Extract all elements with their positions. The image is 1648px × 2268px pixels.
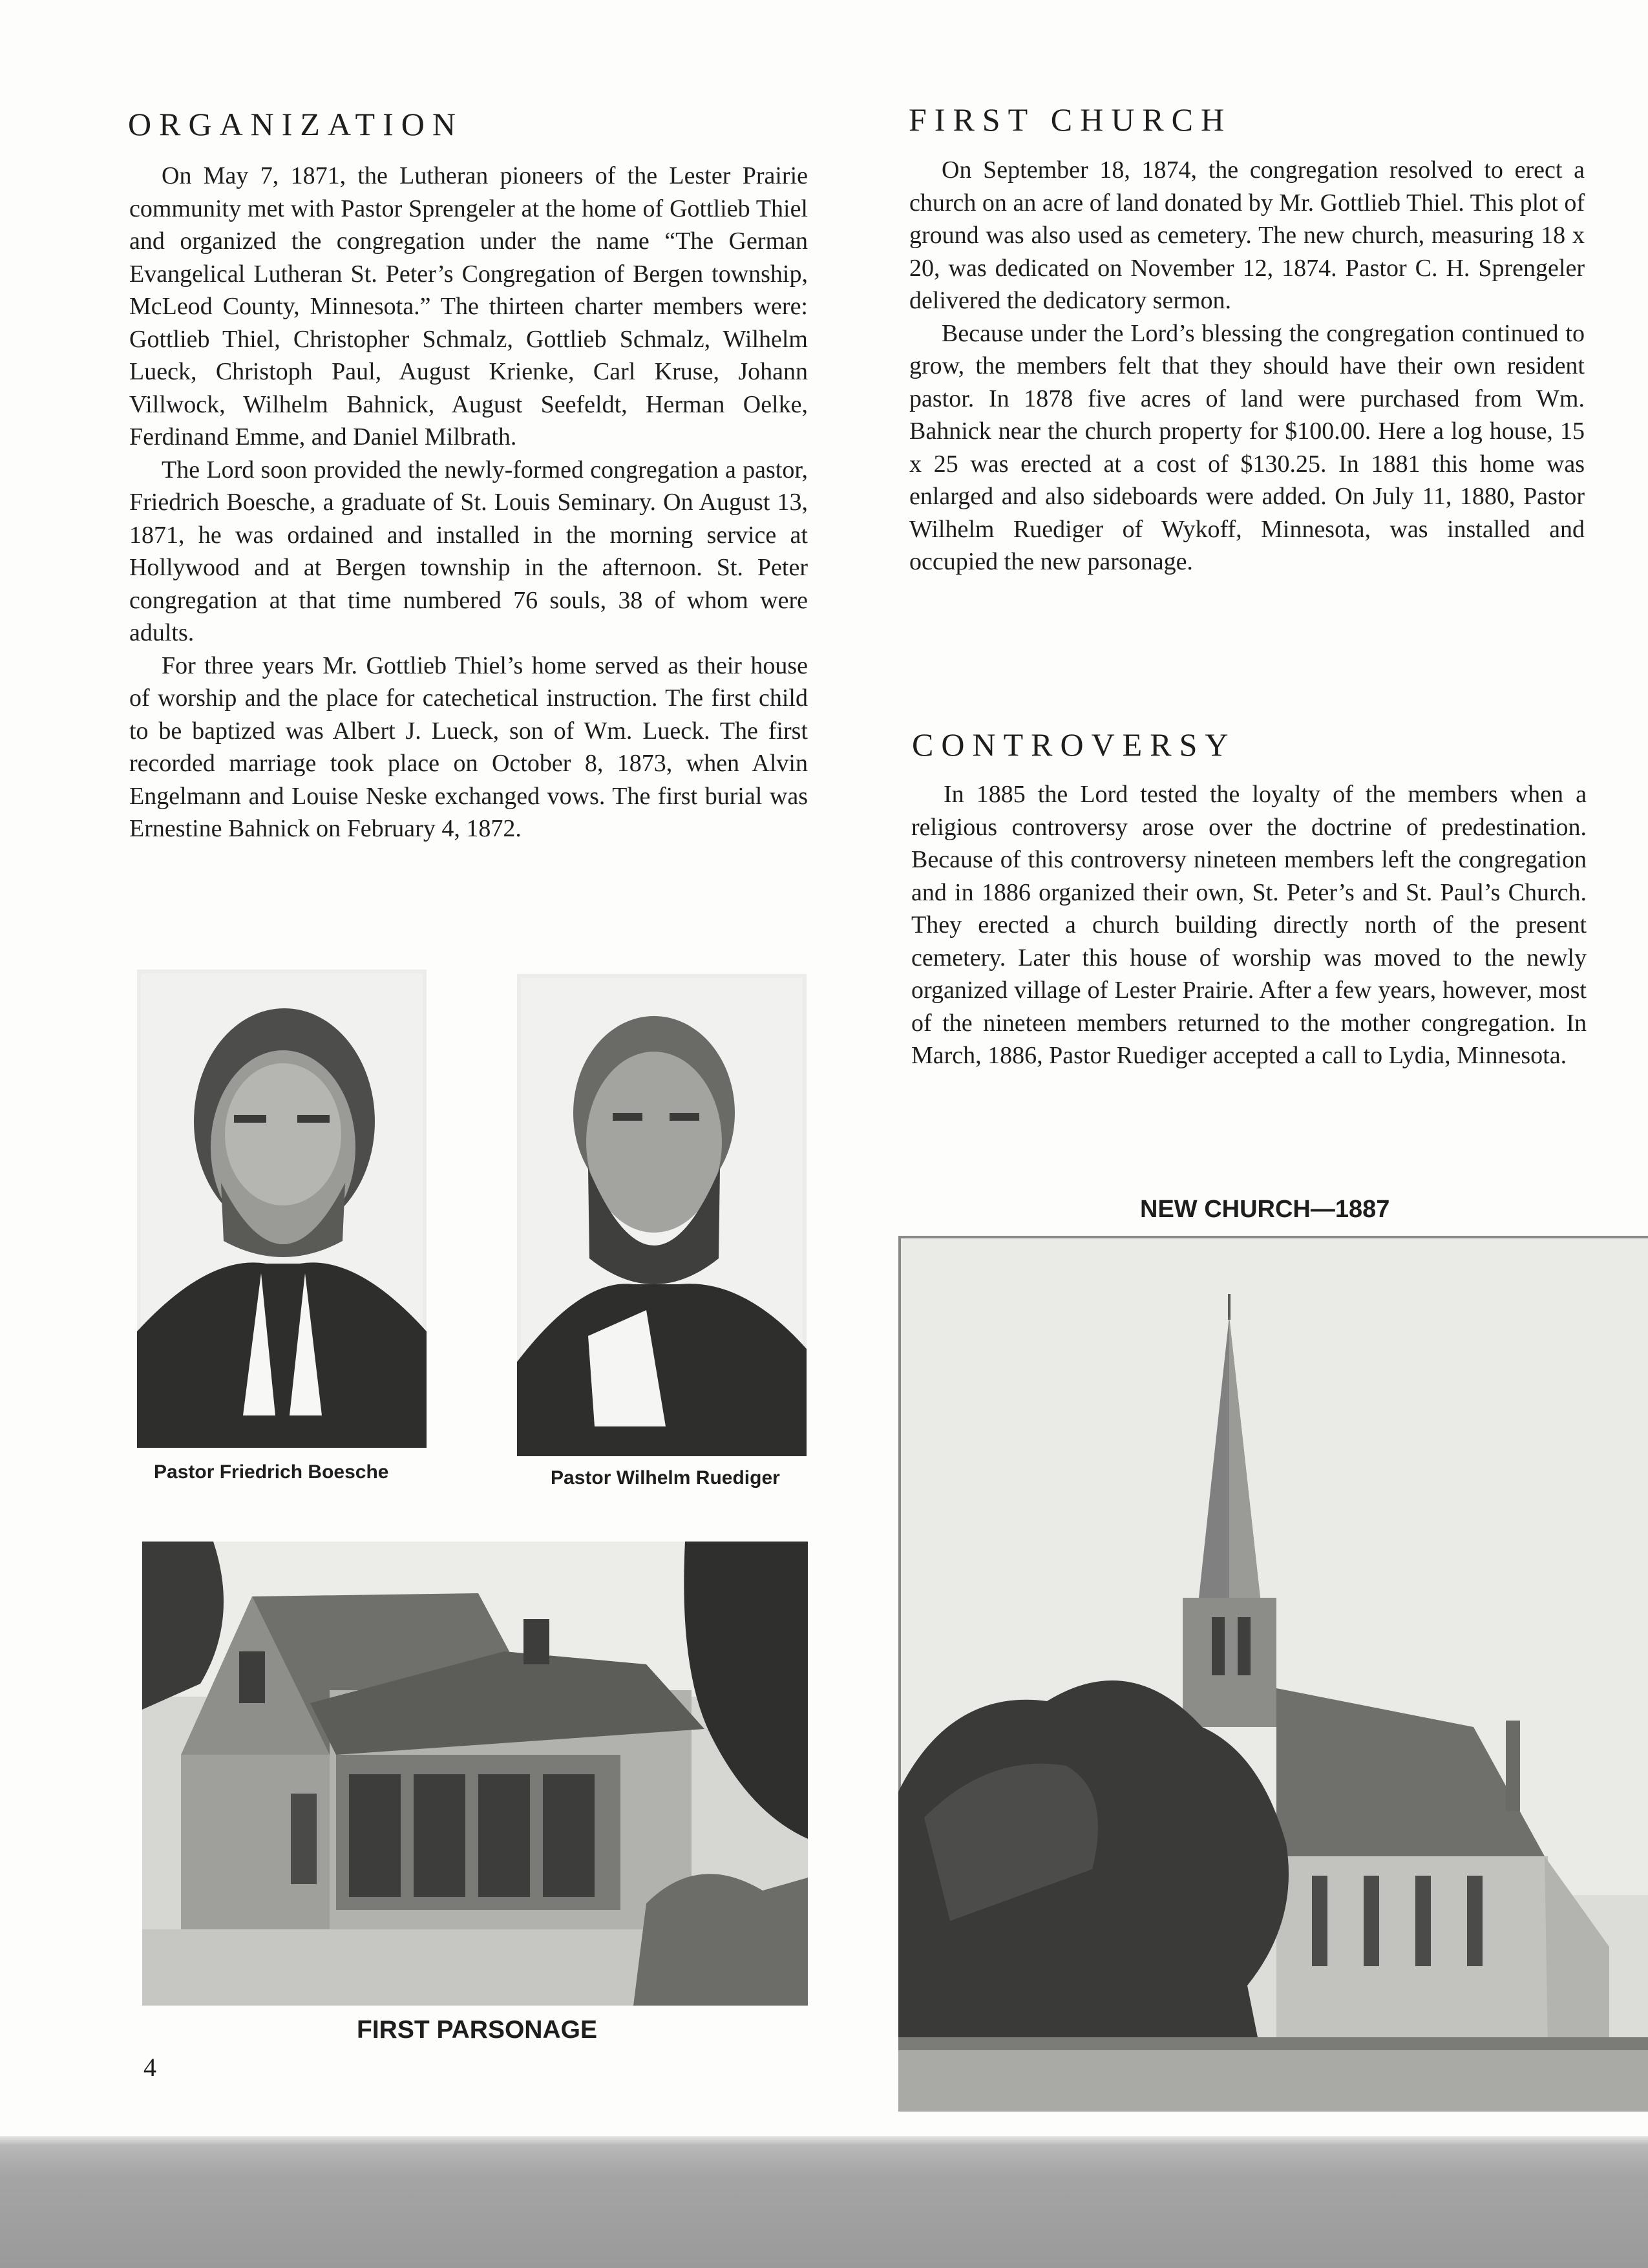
new-church-photo <box>898 1236 1648 2112</box>
controversy-paragraph: In 1885 the Lord tested the loyalty of the members when a religious controversy arose over the doctrine of predestination. Because of this controversy nineteen members left the congregation and in 1886 organized their own, St. Peter’s and St. Paul’s Church. They erected a church building directly north of the present cemetery. Later this house of worship was moved to the newly organized village of Lester Prairie. After a few years, however, most of the nineteen members returned to the mother congregation. In March, 1886, Pastor Ruediger accepted a call to Lydia, Minnesota. <box>911 781 1587 1069</box>
ruediger-caption: Pastor Wilhelm Ruediger <box>551 1467 780 1489</box>
parsonage-caption: FIRST PARSONAGE <box>357 2016 597 2044</box>
controversy-text <box>911 778 1587 1072</box>
organization-heading: ORGANIZATION <box>128 106 463 142</box>
controversy-heading: CONTROVERSY <box>912 726 1236 763</box>
page-number: 4 <box>143 2053 156 2082</box>
first-church-text <box>909 154 1585 578</box>
ruediger-portrait-photo <box>517 974 807 1456</box>
first-church-paragraph: On September 18, 1874, the congregation resolved to erect a church on an acre of land donated by Mr. Gottlieb Thiel. This plot of ground was also used as cemetery. The new church, measuring 18 x 20, was dedicated on November 12, 1874. Pastor C. H. Sprengeler delivered the dedicatory sermon. <box>909 156 1585 314</box>
organization-paragraph: For three years Mr. Gottlieb Thiel’s home served as their house of worship and the place for catechetical instruction. The first child to be baptized was Albert J. Lueck, son of Wm. Lueck. The first recorded marriage took place on October 8, 1873, when Alvin Engelmann and Louise Neske exchanged vows. The first burial was Ernestine Bahnick on February 4, 1872. <box>129 652 808 842</box>
organization-paragraph: The Lord soon provided the newly-formed congregation a pastor, Friedrich Boesche, a graduate of St. Louis Seminary. On August 13, 1871, he was ordained and installed in the morning service at Hollywood and at Bergen township in the afternoon. St. Peter congregation at that time numbered 76 souls, 38 of whom were adults. <box>129 456 808 646</box>
first-church-heading: FIRST CHURCH <box>909 101 1232 138</box>
first-parsonage-photo <box>142 1542 808 2006</box>
boesche-caption: Pastor Friedrich Boesche <box>154 1461 389 1483</box>
organization-paragraph: On May 7, 1871, the Lutheran pioneers of the Lester Prairie community met with Pastor Sprengeler at the home of Gottlieb Thiel and organized the congregation under the name “The German Evangelical Lutheran St. Peter’s Congregation of Bergen township, McLeod County, Minnesota.” The thirteen charter members were: Gottlieb Thiel, Christopher Schmalz, Gottlieb Schmalz, Wilhelm Lueck, Christoph Paul, August Krienke, Carl Kruse, Johann Villwock, Wilhelm Bahnick, August Seefeldt, Herman Oelke, Ferdinand Emme, and Daniel Milbrath. <box>129 162 808 450</box>
new-church-caption: NEW CHURCH—1887 <box>1140 1196 1390 1223</box>
organization-text <box>129 160 808 845</box>
boesche-portrait-photo <box>137 970 427 1448</box>
first-church-paragraph: Because under the Lord’s blessing the congregation continued to grow, the members felt that they should have their own resident pastor. In 1878 five acres of land were purchased from Wm. Bahnick near the church property for $100.00. Here a log house, 15 x 25 was erected at a cost of $130.25. In 1881 this home was enlarged and also sideboards were added. On July 11, 1880, Pastor Wilhelm Ruediger of Wykoff, Minnesota, was installed and occupied the new parsonage. <box>909 319 1585 575</box>
page-bottom-edge <box>0 2136 1648 2268</box>
